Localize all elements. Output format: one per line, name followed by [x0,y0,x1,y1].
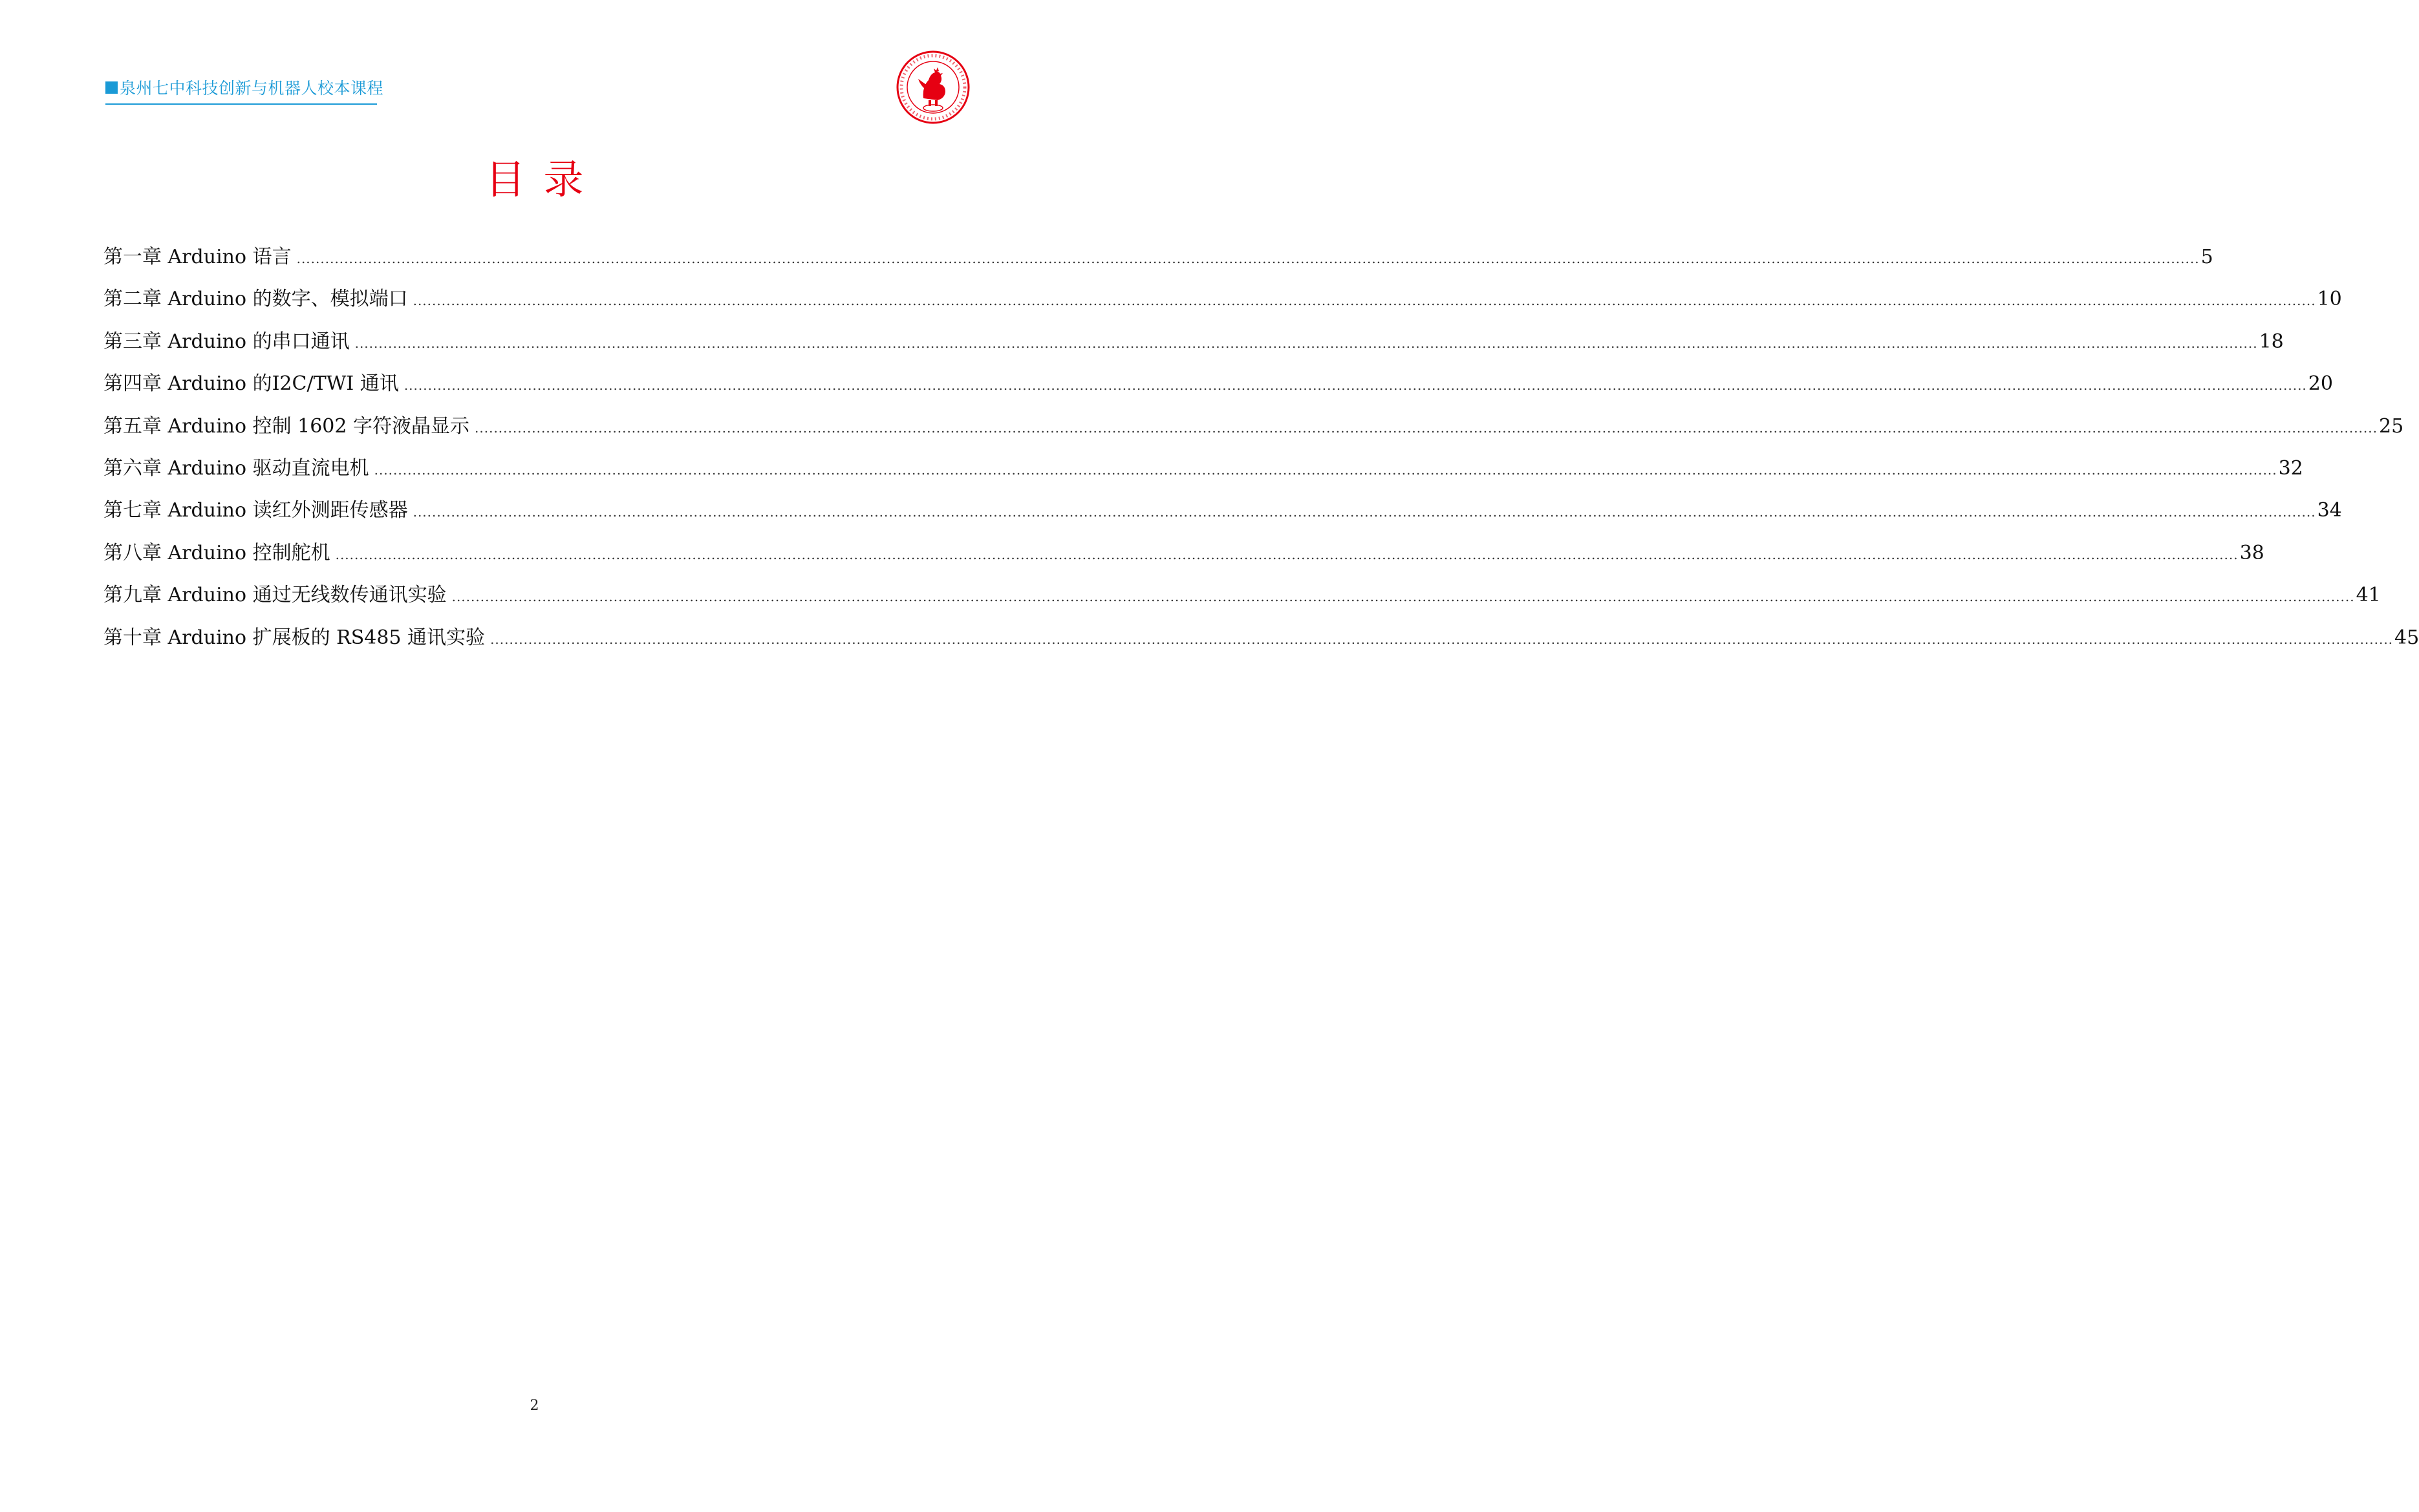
toc-dot-leader: ................................................................................................................................................................................................................................................................................................................................................................................................................ [451,589,2355,605]
header-title: 泉州七中科技创新与机器人校本课程 [120,79,384,98]
running-header [105,76,384,105]
toc-dot-leader: ................................................................................................................................................................................................................................................................................................................................................................................................................ [490,631,2394,647]
toc-entry-page: 18 [2259,330,2284,353]
toc-dot-leader: ................................................................................................................................................................................................................................................................................................................................................................................................................ [475,420,2378,436]
toc-entry-label: 第六章 Arduino 驱动直流电机 [103,456,369,480]
toc-entry-page: 45 [2394,626,2419,649]
page-number: 2 [530,1398,539,1414]
toc-entry[interactable] [103,410,2404,452]
toc-dot-leader: ................................................................................................................................................................................................................................................................................................................................................................................................................ [296,251,2200,266]
toc-entry-page: 38 [2239,541,2264,564]
blue-square-icon [105,81,118,94]
toc-entry[interactable] [103,325,2284,367]
toc-entry-label: 第三章 Arduino 的串口通讯 [103,330,350,353]
toc-dot-leader: ................................................................................................................................................................................................................................................................................................................................................................................................................ [413,293,2316,309]
toc-entry[interactable] [103,240,2213,282]
toc-entry-label: 第五章 Arduino 控制 1602 字符液晶显示 [103,414,470,438]
toc-entry[interactable] [103,494,2342,536]
header-rule [105,103,377,105]
toc-entry-page: 34 [2317,499,2342,522]
toc-entry-page: 32 [2278,456,2303,480]
toc-entry-page: 10 [2317,288,2342,311]
rooster-school-emblem-icon [895,49,971,125]
toc-entry[interactable] [103,282,2342,325]
toc-title: 目录 [485,156,602,203]
toc-entry-label: 第一章 Arduino 语言 [103,246,292,268]
toc-dot-leader: ................................................................................................................................................................................................................................................................................................................................................................................................................ [374,462,2277,478]
toc-entry-label: 第八章 Arduino 控制舵机 [103,541,330,564]
toc-entry-label: 第七章 Arduino 读红外测距传感器 [103,499,408,522]
toc-entry[interactable] [103,452,2303,494]
toc-entry-label: 第十章 Arduino 扩展板的 RS485 通讯实验 [103,626,486,649]
toc-entry[interactable] [103,367,2333,409]
toc-dot-leader: ................................................................................................................................................................................................................................................................................................................................................................................................................ [403,378,2307,394]
toc-entry-label: 第九章 Arduino 通过无线数传通讯实验 [103,584,447,607]
toc-dot-leader: ................................................................................................................................................................................................................................................................................................................................................................................................................ [335,546,2239,562]
toc-entry-label: 第四章 Arduino 的I2C/TWI 通讯 [103,372,399,396]
toc-dot-leader: ................................................................................................................................................................................................................................................................................................................................................................................................................ [413,504,2316,520]
toc-entry[interactable] [103,579,2381,621]
toc-entry[interactable] [103,621,2419,663]
toc-dot-leader: ................................................................................................................................................................................................................................................................................................................................................................................................................ [354,335,2258,351]
toc-entry[interactable] [103,537,2264,579]
toc-entry-page: 25 [2378,414,2404,438]
toc-entry-label: 第二章 Arduino 的数字、模拟端口 [103,288,408,311]
toc-entry-page: 5 [2200,246,2213,268]
table-of-contents [103,240,2419,663]
toc-entry-page: 41 [2356,584,2381,607]
toc-entry-page: 20 [2308,372,2333,396]
